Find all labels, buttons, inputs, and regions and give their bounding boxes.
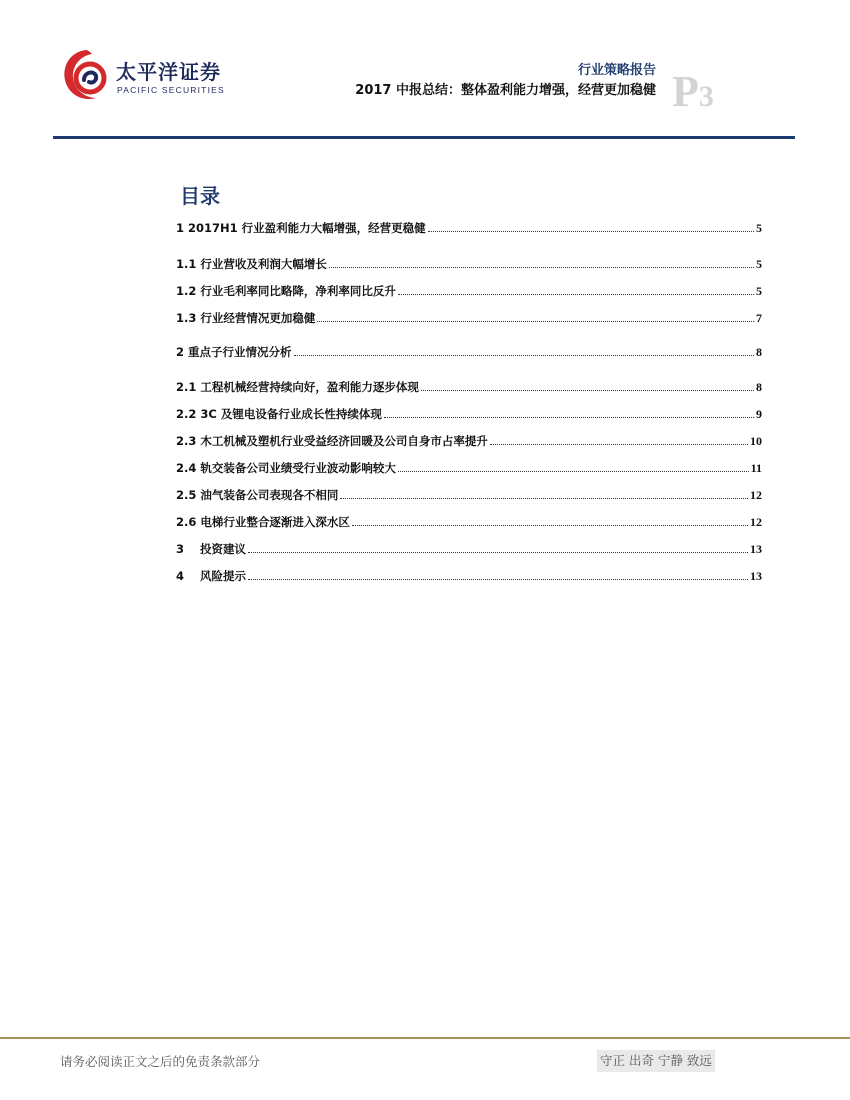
toc-entry-label: 2.6 电梯行业整合逐渐进入深水区 <box>176 515 350 529</box>
toc-entry-page: 8 <box>756 380 762 394</box>
toc-entry-label: 2.4 轨交装备公司业绩受行业波动影响较大 <box>176 461 396 475</box>
toc-entry-page: 5 <box>756 284 762 298</box>
toc-entry-label: 2.3 木工机械及塑机行业受益经济回暖及公司自身市占率提升 <box>176 434 488 448</box>
toc-leader-dots <box>421 390 754 391</box>
toc-leader-dots <box>340 498 748 499</box>
toc-entry[interactable] <box>176 566 762 584</box>
toc-entry[interactable] <box>176 404 762 422</box>
toc-entry-label: 2.2 3C 及锂电设备行业成长性持续体现 <box>176 407 382 421</box>
logo-chinese-name: 太平洋证券 <box>116 60 221 84</box>
toc-entry[interactable] <box>176 512 762 530</box>
toc-entry-label: 1 2017H1 行业盈利能力大幅增强，经营更稳健 <box>176 221 426 235</box>
toc-entry-page: 12 <box>750 515 762 529</box>
toc-entry-page: 5 <box>756 221 762 235</box>
toc-entry[interactable] <box>176 281 762 299</box>
toc-entry-page: 8 <box>756 345 762 359</box>
toc-leader-dots <box>248 552 748 553</box>
toc-entry-page: 9 <box>756 407 762 421</box>
toc-entry[interactable] <box>176 254 762 272</box>
toc-leader-dots <box>384 417 754 418</box>
toc-entry-label: 1.2 行业毛利率同比略降，净利率同比反升 <box>176 284 396 298</box>
company-slogan: 守正 出奇 宁静 致远 <box>597 1050 715 1072</box>
toc-entry-label: 3 投资建议 <box>176 542 247 556</box>
company-logo <box>60 44 230 104</box>
toc-entry-label: 4 风险提示 <box>176 569 247 583</box>
logo-english-name: PACIFIC SECURITIES <box>117 85 225 95</box>
toc-entry-page: 11 <box>750 461 762 475</box>
footer-divider <box>0 1037 850 1039</box>
report-type: 行业策略报告 <box>577 63 656 78</box>
toc-leader-dots <box>428 231 754 232</box>
toc-entry-page: 5 <box>756 257 762 271</box>
toc-leader-dots <box>248 579 748 580</box>
toc-entry[interactable] <box>176 377 762 395</box>
report-title: 2017 中报总结：整体盈利能力增强，经营更加稳健 <box>355 83 656 98</box>
toc-leader-dots <box>294 355 754 356</box>
toc-entry-page: 13 <box>750 542 762 556</box>
toc-entry-page: 10 <box>750 434 762 448</box>
pacific-securities-logo-icon <box>60 44 112 104</box>
toc-leader-dots <box>352 525 748 526</box>
page-number-value: 3 <box>698 80 714 113</box>
toc-heading: 目录 <box>180 184 220 208</box>
toc-entry-page: 13 <box>750 569 762 583</box>
toc-entry-page: 12 <box>750 488 762 502</box>
toc-entry[interactable] <box>176 539 762 557</box>
toc-leader-dots <box>398 471 749 472</box>
toc-entry-label: 2 重点子行业情况分析 <box>176 345 292 359</box>
toc-entry[interactable] <box>176 342 762 360</box>
toc-leader-dots <box>490 444 748 445</box>
toc-entry[interactable] <box>176 485 762 503</box>
disclaimer-text: 请务必阅读正文之后的免责条款部分 <box>60 1054 261 1069</box>
toc-leader-dots <box>329 267 754 268</box>
toc-entry-label: 2.5 油气装备公司表现各不相同 <box>176 488 339 502</box>
page-number-prefix: P <box>672 67 699 116</box>
toc-entry[interactable] <box>176 431 762 449</box>
toc-leader-dots <box>398 294 754 295</box>
toc-entry-label: 2.1 工程机械经营持续向好，盈利能力逐步体现 <box>176 380 419 394</box>
toc-leader-dots <box>317 321 754 322</box>
toc-entry[interactable] <box>176 218 762 236</box>
toc-entry[interactable] <box>176 458 762 476</box>
header-divider <box>53 136 795 139</box>
toc-entry[interactable] <box>176 308 762 326</box>
page-number <box>672 67 714 116</box>
toc-entry-label: 1.1 行业营收及利润大幅增长 <box>176 257 327 271</box>
toc-entry-page: 7 <box>756 311 762 325</box>
toc-entry-label: 1.3 行业经营情况更加稳健 <box>176 311 316 325</box>
